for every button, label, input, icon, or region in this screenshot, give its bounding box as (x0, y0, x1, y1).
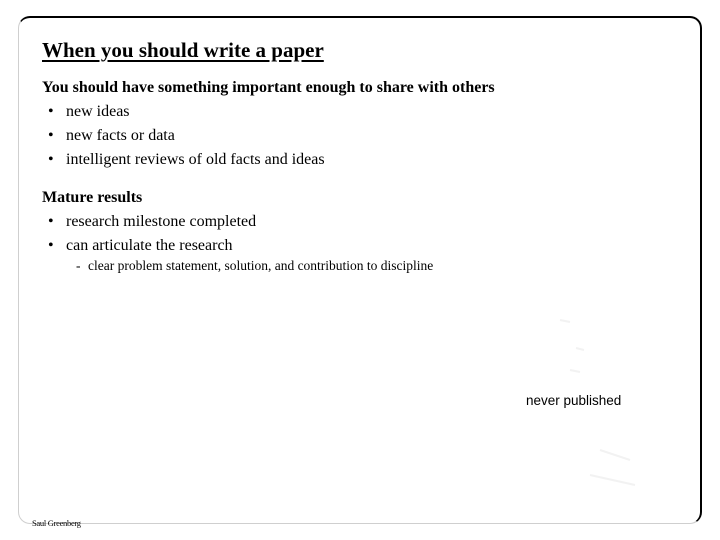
list-item-text: intelligent reviews of old facts and ideas (66, 151, 325, 168)
dash-icon: - (76, 258, 81, 273)
sub-list-item-text: clear problem statement, solution, and contribution to discipline (88, 258, 434, 273)
bullet-icon: • (48, 127, 54, 144)
list-item-text: can articulate the research (66, 237, 233, 254)
list-item-text: new ideas (66, 103, 130, 120)
list-item-text: new facts or data (66, 127, 175, 144)
list-item-text: research milestone completed (66, 213, 257, 230)
section-heading-share: You should have something important enough to share with others (42, 79, 495, 96)
slide-title: When you should write a paper (42, 38, 324, 62)
list-item (46, 100, 325, 124)
never-published-label: never published (526, 393, 622, 408)
footer-author: Saul Greenberg (32, 518, 81, 528)
bullet-icon: • (48, 213, 54, 230)
bullet-list-mature (46, 210, 256, 258)
bullet-icon: • (48, 151, 54, 168)
list-item (46, 234, 256, 258)
list-item (46, 148, 325, 172)
bullet-icon: • (48, 237, 54, 254)
sub-list-item (76, 258, 433, 274)
list-item (46, 210, 256, 234)
section-heading-mature: Mature results (42, 189, 143, 206)
list-item (46, 124, 325, 148)
bullet-icon: • (48, 103, 54, 120)
bullet-list-share (46, 100, 325, 172)
